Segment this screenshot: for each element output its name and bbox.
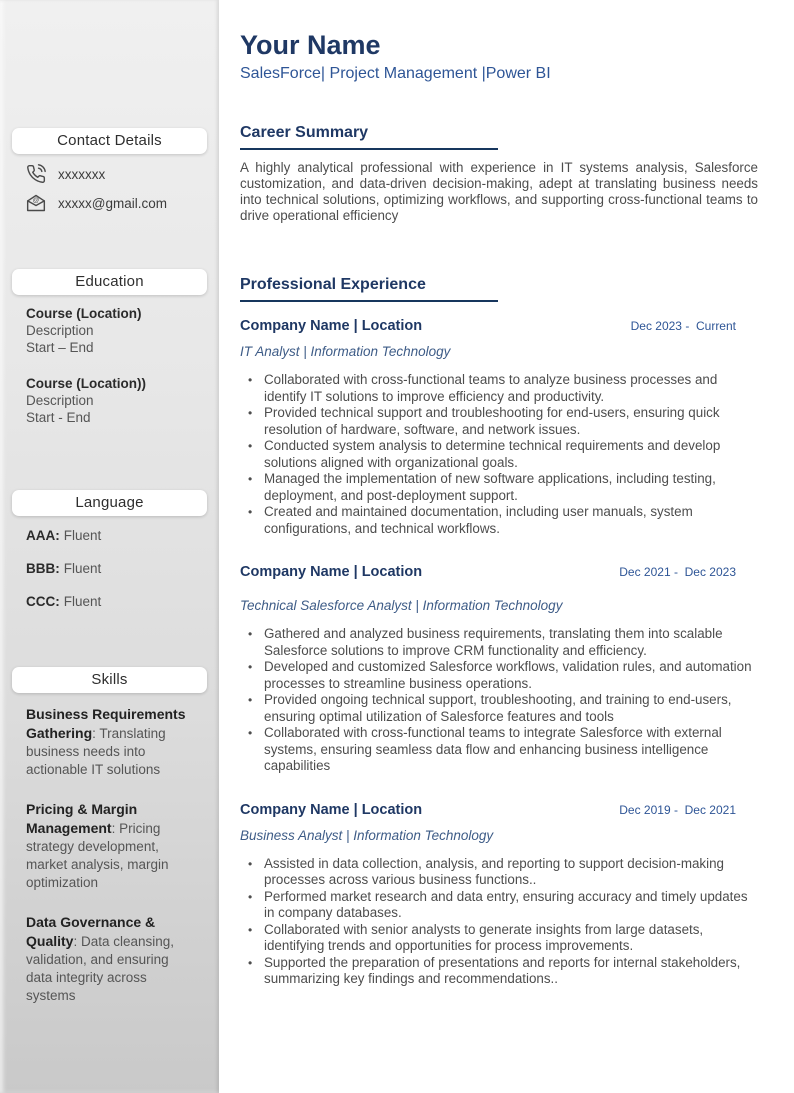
contact-section-title: Contact Details — [12, 128, 207, 154]
career-summary-heading: Career Summary — [240, 124, 498, 150]
phone-icon — [26, 164, 46, 184]
language-item — [26, 528, 205, 543]
job-bullets — [240, 626, 758, 775]
bullet-item: • Created and maintained documentation, including user manuals, system configurations, and technical workflows. — [264, 504, 758, 537]
bullet-item: • Gathered and analyzed business requirements, translating them into scalable Salesforce solutions to improve CRM functionality and efficiency. — [264, 626, 758, 659]
job-dates: Dec 2019 - Dec 2021 — [619, 802, 736, 817]
education-description: Description — [26, 393, 94, 408]
candidate-tagline: SalesForce| Project Management |Power BI — [240, 65, 551, 82]
education-item — [26, 305, 205, 356]
job-header — [240, 564, 758, 580]
job-bullets — [240, 856, 758, 988]
main-column — [240, 30, 758, 988]
skills-section-title: Skills — [12, 667, 207, 693]
candidate-name: Your Name — [240, 30, 381, 60]
job-dates: Dec 2021 - Dec 2023 — [619, 565, 736, 579]
language-name: CCC: — [26, 594, 60, 609]
language-section — [0, 490, 219, 627]
career-summary-text: A highly analytical professional with experience in IT systems analysis, Salesforce customization, and data-driven decision-making, adept at translating business needs into technical solutions, optimizing workflows, and supporting cross-functional teams to drive operational efficiency — [240, 160, 758, 223]
phone-value: xxxxxxx — [58, 166, 106, 182]
education-section — [0, 269, 219, 445]
education-description: Description — [26, 323, 94, 338]
bullet-item: • Collaborated with cross-functional teams to integrate Salesforce with external systems, ensuring seamless data flow and enhancing business intelligence capabilities — [264, 725, 758, 775]
bullet-item: • Developed and customized Salesforce workflows, validation rules, and automation processes to streamline business operations. — [264, 659, 758, 692]
job-role: Technical Salesforce Analyst | Information Technology — [240, 598, 563, 613]
skill-description: : Translating business needs into actionable IT solutions — [26, 726, 166, 777]
language-item — [26, 561, 205, 576]
skill-item — [26, 800, 198, 892]
language-name: BBB: — [26, 561, 60, 576]
experience-section — [240, 276, 758, 988]
language-level: Fluent — [63, 561, 102, 576]
job-entry — [240, 802, 758, 988]
language-item — [26, 594, 205, 609]
language-name: AAA: — [26, 528, 60, 543]
skills-section — [0, 667, 219, 1026]
email-value: xxxxx@gmail.com — [58, 195, 167, 211]
skill-name: Business Requirements Gathering — [26, 706, 186, 741]
language-level: Fluent — [63, 594, 102, 609]
job-role: IT Analyst | Information Technology — [240, 344, 451, 359]
job-entry — [240, 564, 758, 775]
skill-name: Pricing & Margin Management — [26, 801, 138, 836]
job-dates: Dec 2023 - Current — [630, 319, 736, 333]
education-dates: Start - End — [26, 410, 91, 425]
bullet-item: • Managed the implementation of new software applications, including testing, deployment, and post-deployment support. — [264, 471, 758, 504]
sidebar — [0, 0, 219, 1093]
phone-row — [26, 164, 205, 184]
language-section-title: Language — [12, 490, 207, 516]
job-role: Business Analyst | Information Technology — [240, 827, 494, 843]
company-name: Company Name | Location — [240, 801, 423, 818]
bullet-item: • Performed market research and data entry, ensuring accuracy and timely updates in company databases. — [264, 889, 758, 922]
email-icon — [26, 193, 46, 213]
job-entry — [240, 318, 758, 537]
bullet-item: • Conducted system analysis to determine technical requirements and develop solutions aligned with organizational goals. — [264, 438, 758, 471]
skill-description: : Pricing strategy development, market analysis, margin optimization — [26, 821, 169, 890]
skill-description: : Data cleansing, validation, and ensuring data integrity across systems — [26, 934, 175, 1003]
bullet-item: • Provided ongoing technical support, troubleshooting, and training to end-users, ensuring optimal utilization of Salesforce features and tools — [264, 692, 758, 725]
education-item — [26, 375, 205, 426]
bullet-item: • Supported the preparation of presentations and reports for internal stakeholders, summarizing key findings and recommendations.. — [264, 955, 758, 988]
education-course: Course (Location)) — [26, 376, 146, 391]
company-name: Company Name | Location — [240, 564, 423, 580]
job-header — [240, 318, 758, 334]
bullet-item: • Collaborated with cross-functional teams to analyze business processes and identify IT solutions to improve efficiency and productivity. — [264, 372, 758, 405]
skill-item — [26, 913, 198, 1005]
email-row — [26, 193, 205, 213]
bullet-item: • Provided technical support and troubleshooting for end-users, ensuring quick resolution of hardware, software, and network issues. — [264, 405, 758, 438]
bullet-item: • Assisted in data collection, analysis, and reporting to support decision-making processes across various business functions.. — [264, 856, 758, 889]
education-dates: Start – End — [26, 340, 94, 355]
svg-text:@: @ — [32, 197, 40, 205]
bullet-item: • Collaborated with senior analysts to generate insights from large datasets, identifying trends and opportunities for process improvements. — [264, 922, 758, 955]
job-header — [240, 802, 758, 818]
skill-name: Data Governance & Quality — [26, 914, 156, 949]
company-name: Company Name | Location — [240, 318, 423, 334]
job-bullets — [240, 372, 758, 537]
experience-heading: Professional Experience — [240, 276, 498, 302]
skill-item — [26, 705, 198, 779]
contact-section — [0, 128, 219, 222]
language-level: Fluent — [63, 528, 102, 543]
career-summary-section — [240, 124, 758, 224]
education-course: Course (Location) — [26, 306, 142, 321]
education-section-title: Education — [12, 269, 207, 295]
